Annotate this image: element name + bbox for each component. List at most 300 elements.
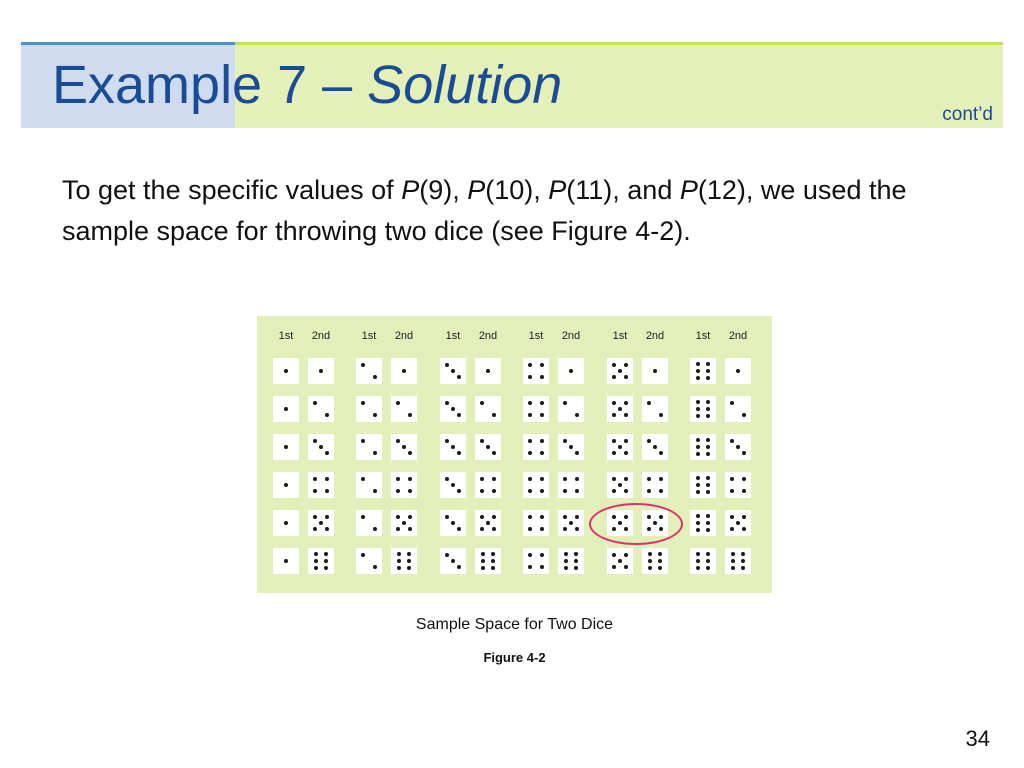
die-first-2-row-3: [356, 434, 382, 460]
die-second-5-col-6: [725, 510, 751, 536]
die-pip: [624, 375, 628, 379]
die-first-4-row-5: [523, 510, 549, 536]
die-pip: [696, 400, 700, 404]
die-pip: [481, 552, 485, 556]
die-pip: [564, 566, 568, 570]
die-pip: [658, 566, 662, 570]
die-pip: [696, 490, 700, 494]
die-pip: [612, 413, 616, 417]
die-pip: [612, 401, 616, 405]
die-pip: [528, 363, 532, 367]
die-pip: [528, 439, 532, 443]
die-pip: [706, 407, 710, 411]
die-pip: [575, 515, 579, 519]
die-pip: [563, 515, 567, 519]
die-pip: [612, 451, 616, 455]
die-pip: [396, 439, 400, 443]
die-pip: [706, 376, 710, 380]
die-second-3-col-2: [391, 434, 417, 460]
column-header-first-die: 1st: [695, 330, 711, 342]
arg-12: (12), we used the sample space for throwing two dice (see Figure 4-2).: [62, 175, 907, 246]
die-first-3-row-1: [440, 358, 466, 384]
die-pip: [540, 401, 544, 405]
die-pip: [325, 413, 329, 417]
die-first-4-row-1: [523, 358, 549, 384]
die-first-4-row-4: [523, 472, 549, 498]
die-pip: [457, 375, 461, 379]
arg-11: (11), and: [566, 175, 680, 205]
die-pip: [486, 445, 490, 449]
die-pip: [706, 559, 710, 563]
die-pip: [696, 476, 700, 480]
die-pip: [445, 477, 449, 481]
die-pip: [706, 445, 710, 449]
die-first-1-row-3: [273, 434, 299, 460]
die-pip: [563, 401, 567, 405]
die-pip: [706, 552, 710, 556]
die-pip: [480, 477, 484, 481]
die-pip: [407, 552, 411, 556]
die-pip: [647, 477, 651, 481]
die-pip: [319, 445, 323, 449]
die-first-6-row-3: [690, 434, 716, 460]
die-pip: [457, 527, 461, 531]
die-pip: [563, 527, 567, 531]
die-pip: [373, 451, 377, 455]
die-second-2-col-2: [391, 396, 417, 422]
die-pip: [407, 559, 411, 563]
die-pip: [451, 445, 455, 449]
die-pip: [528, 565, 532, 569]
die-pip: [696, 438, 700, 442]
die-first-6-row-1: [690, 358, 716, 384]
die-pip: [540, 489, 544, 493]
die-pip: [540, 439, 544, 443]
die-second-6-col-5: [642, 548, 668, 574]
die-second-2-col-3: [475, 396, 501, 422]
die-pip: [696, 362, 700, 366]
die-pip: [451, 559, 455, 563]
die-pip: [325, 477, 329, 481]
die-pip: [284, 559, 288, 563]
die-pip: [659, 489, 663, 493]
die-pip: [736, 369, 740, 373]
die-second-3-col-3: [475, 434, 501, 460]
die-first-3-row-2: [440, 396, 466, 422]
die-pip: [624, 565, 628, 569]
die-pip: [730, 401, 734, 405]
column-header-first-die: 1st: [612, 330, 628, 342]
die-pip: [540, 375, 544, 379]
die-pip: [624, 477, 628, 481]
die-pip: [696, 514, 700, 518]
die-pip: [706, 521, 710, 525]
die-pip: [659, 451, 663, 455]
die-pip: [445, 553, 449, 557]
die-pip: [314, 566, 318, 570]
die-pip: [618, 559, 622, 563]
die-pip: [624, 489, 628, 493]
die-pip: [706, 438, 710, 442]
die-pip: [736, 445, 740, 449]
die-pip: [480, 401, 484, 405]
die-second-4-col-5: [642, 472, 668, 498]
die-second-6-col-1: [308, 548, 334, 574]
die-pip: [731, 552, 735, 556]
die-pip: [324, 559, 328, 563]
die-pip: [397, 566, 401, 570]
prob-symbol-10: P: [467, 175, 486, 205]
die-pip: [563, 439, 567, 443]
die-second-1-col-6: [725, 358, 751, 384]
prob-symbol-11: P: [548, 175, 567, 205]
die-pip: [658, 559, 662, 563]
die-pip: [706, 566, 710, 570]
die-pip: [706, 369, 710, 373]
die-pip: [528, 515, 532, 519]
die-pip: [528, 553, 532, 557]
die-first-5-row-2: [607, 396, 633, 422]
die-pip: [324, 566, 328, 570]
die-pip: [313, 489, 317, 493]
die-first-1-row-5: [273, 510, 299, 536]
die-pip: [730, 527, 734, 531]
die-pip: [325, 451, 329, 455]
die-pip: [730, 477, 734, 481]
die-pip: [481, 559, 485, 563]
die-pip: [480, 489, 484, 493]
die-pip: [402, 445, 406, 449]
die-first-2-row-2: [356, 396, 382, 422]
die-pip: [569, 521, 573, 525]
die-pip: [540, 553, 544, 557]
die-pip: [445, 439, 449, 443]
arg-9: (9),: [419, 175, 468, 205]
die-pip: [373, 489, 377, 493]
die-pip: [564, 559, 568, 563]
die-pip: [451, 483, 455, 487]
column-header-first-die: 1st: [278, 330, 294, 342]
die-first-5-row-1: [607, 358, 633, 384]
die-pip: [540, 451, 544, 455]
die-pip: [742, 489, 746, 493]
die-pip: [706, 414, 710, 418]
die-first-5-row-6: [607, 548, 633, 574]
die-pip: [575, 477, 579, 481]
die-pip: [361, 401, 365, 405]
die-pip: [528, 489, 532, 493]
die-pip: [373, 413, 377, 417]
die-pip: [612, 477, 616, 481]
die-pip: [445, 363, 449, 367]
die-first-4-row-3: [523, 434, 549, 460]
die-pip: [361, 553, 365, 557]
die-first-3-row-4: [440, 472, 466, 498]
die-pip: [696, 414, 700, 418]
die-pip: [624, 401, 628, 405]
die-pip: [373, 565, 377, 569]
die-pip: [696, 559, 700, 563]
die-pip: [445, 515, 449, 519]
prob-symbol-12: P: [679, 175, 698, 205]
die-pip: [451, 521, 455, 525]
die-pip: [648, 566, 652, 570]
die-pip: [284, 369, 288, 373]
column-header-second-die: 2nd: [728, 330, 748, 342]
die-second-3-col-5: [642, 434, 668, 460]
die-pip: [742, 451, 746, 455]
die-first-5-row-4: [607, 472, 633, 498]
die-pip: [319, 521, 323, 525]
die-second-4-col-3: [475, 472, 501, 498]
die-pip: [492, 489, 496, 493]
die-first-3-row-6: [440, 548, 466, 574]
die-first-6-row-4: [690, 472, 716, 498]
die-pip: [696, 445, 700, 449]
die-pip: [407, 566, 411, 570]
die-first-4-row-2: [523, 396, 549, 422]
die-pip: [492, 413, 496, 417]
die-first-2-row-5: [356, 510, 382, 536]
die-pip: [653, 445, 657, 449]
die-pip: [563, 477, 567, 481]
die-pip: [491, 559, 495, 563]
die-pip: [408, 451, 412, 455]
die-second-2-col-6: [725, 396, 751, 422]
die-pip: [730, 489, 734, 493]
die-pip: [624, 363, 628, 367]
die-pip: [706, 514, 710, 518]
die-pip: [575, 413, 579, 417]
die-pip: [396, 489, 400, 493]
die-pip: [396, 401, 400, 405]
die-second-3-col-6: [725, 434, 751, 460]
die-pip: [314, 552, 318, 556]
body-text-1: To get the specific values of: [62, 175, 402, 205]
die-pip: [481, 566, 485, 570]
die-pip: [653, 369, 657, 373]
die-pip: [730, 439, 734, 443]
column-header-second-die: 2nd: [478, 330, 498, 342]
die-first-1-row-4: [273, 472, 299, 498]
die-pip: [742, 477, 746, 481]
die-pip: [696, 452, 700, 456]
die-pip: [396, 515, 400, 519]
die-pip: [284, 521, 288, 525]
die-pip: [540, 515, 544, 519]
die-pip: [706, 476, 710, 480]
die-pip: [624, 439, 628, 443]
die-second-6-col-4: [558, 548, 584, 574]
die-pip: [696, 483, 700, 487]
die-pip: [706, 362, 710, 366]
die-second-2-col-5: [642, 396, 668, 422]
die-pip: [741, 566, 745, 570]
die-pip: [480, 515, 484, 519]
die-pip: [528, 401, 532, 405]
die-second-6-col-3: [475, 548, 501, 574]
highlight-ring: [589, 503, 683, 545]
die-second-5-col-2: [391, 510, 417, 536]
die-first-4-row-6: [523, 548, 549, 574]
die-pip: [408, 413, 412, 417]
die-pip: [540, 413, 544, 417]
title-main: Example 7 –: [52, 55, 368, 115]
die-second-5-col-1: [308, 510, 334, 536]
die-second-1-col-5: [642, 358, 668, 384]
die-pip: [492, 477, 496, 481]
die-pip: [612, 553, 616, 557]
die-pip: [528, 527, 532, 531]
die-pip: [313, 515, 317, 519]
die-pip: [491, 566, 495, 570]
die-pip: [408, 527, 412, 531]
die-pip: [696, 552, 700, 556]
die-pip: [647, 401, 651, 405]
die-pip: [574, 566, 578, 570]
die-pip: [564, 552, 568, 556]
die-pip: [402, 369, 406, 373]
die-pip: [361, 363, 365, 367]
die-pip: [647, 439, 651, 443]
die-pip: [325, 527, 329, 531]
die-pip: [486, 369, 490, 373]
die-second-1-col-2: [391, 358, 417, 384]
die-pip: [624, 553, 628, 557]
die-second-2-col-4: [558, 396, 584, 422]
die-pip: [314, 559, 318, 563]
die-pip: [325, 515, 329, 519]
die-first-6-row-6: [690, 548, 716, 574]
die-pip: [402, 521, 406, 525]
die-first-2-row-6: [356, 548, 382, 574]
figure-label: Figure 4-2: [483, 650, 546, 665]
die-pip: [648, 552, 652, 556]
column-header-second-die: 2nd: [394, 330, 414, 342]
die-first-2-row-4: [356, 472, 382, 498]
die-pip: [361, 439, 365, 443]
column-header-first-die: 1st: [361, 330, 377, 342]
die-pip: [659, 413, 663, 417]
column-header-second-die: 2nd: [311, 330, 331, 342]
die-pip: [618, 407, 622, 411]
die-first-1-row-2: [273, 396, 299, 422]
die-pip: [540, 363, 544, 367]
die-pip: [696, 376, 700, 380]
die-second-3-col-1: [308, 434, 334, 460]
die-pip: [445, 401, 449, 405]
die-pip: [731, 566, 735, 570]
die-pip: [457, 451, 461, 455]
continued-label: cont’d: [942, 104, 993, 125]
die-first-2-row-1: [356, 358, 382, 384]
die-pip: [397, 552, 401, 556]
die-pip: [706, 490, 710, 494]
die-pip: [408, 515, 412, 519]
die-pip: [361, 515, 365, 519]
die-pip: [742, 413, 746, 417]
arg-10: (10),: [485, 175, 549, 205]
die-pip: [457, 565, 461, 569]
die-pip: [540, 527, 544, 531]
die-pip: [408, 489, 412, 493]
die-pip: [480, 439, 484, 443]
die-pip: [528, 413, 532, 417]
die-pip: [361, 477, 365, 481]
die-pip: [528, 375, 532, 379]
die-pip: [736, 521, 740, 525]
page-number: 34: [965, 726, 990, 751]
column-header-second-die: 2nd: [561, 330, 581, 342]
figure-caption: Sample Space for Two Dice: [415, 616, 614, 633]
die-pip: [731, 559, 735, 563]
die-pip: [741, 552, 745, 556]
body-paragraph: [62, 170, 962, 252]
die-pip: [612, 375, 616, 379]
die-pip: [742, 527, 746, 531]
die-second-6-col-2: [391, 548, 417, 574]
die-pip: [451, 407, 455, 411]
die-pip: [325, 489, 329, 493]
die-second-3-col-4: [558, 434, 584, 460]
die-pip: [569, 445, 573, 449]
die-pip: [563, 489, 567, 493]
die-first-3-row-3: [440, 434, 466, 460]
die-second-5-col-3: [475, 510, 501, 536]
prob-symbol-9: P: [401, 175, 420, 205]
die-second-1-col-1: [308, 358, 334, 384]
die-pip: [696, 521, 700, 525]
die-first-1-row-6: [273, 548, 299, 574]
die-second-1-col-4: [558, 358, 584, 384]
die-pip: [618, 369, 622, 373]
die-pip: [480, 527, 484, 531]
die-second-5-col-4: [558, 510, 584, 536]
die-pip: [284, 445, 288, 449]
die-pip: [706, 452, 710, 456]
die-pip: [313, 401, 317, 405]
die-second-2-col-1: [308, 396, 334, 422]
die-pip: [313, 527, 317, 531]
die-pip: [457, 413, 461, 417]
column-header-first-die: 1st: [445, 330, 461, 342]
die-pip: [313, 477, 317, 481]
die-pip: [575, 527, 579, 531]
die-pip: [647, 489, 651, 493]
die-pip: [408, 477, 412, 481]
die-second-4-col-1: [308, 472, 334, 498]
die-pip: [397, 559, 401, 563]
die-pip: [491, 552, 495, 556]
die-second-6-col-6: [725, 548, 751, 574]
die-pip: [528, 451, 532, 455]
die-pip: [492, 515, 496, 519]
die-first-6-row-2: [690, 396, 716, 422]
die-pip: [624, 413, 628, 417]
die-pip: [624, 451, 628, 455]
die-pip: [659, 477, 663, 481]
die-pip: [284, 483, 288, 487]
die-pip: [742, 515, 746, 519]
die-pip: [574, 552, 578, 556]
die-pip: [284, 407, 288, 411]
title-italic: Solution: [367, 55, 563, 115]
die-pip: [706, 483, 710, 487]
die-first-6-row-5: [690, 510, 716, 536]
die-pip: [492, 527, 496, 531]
die-pip: [319, 369, 323, 373]
die-pip: [528, 477, 532, 481]
